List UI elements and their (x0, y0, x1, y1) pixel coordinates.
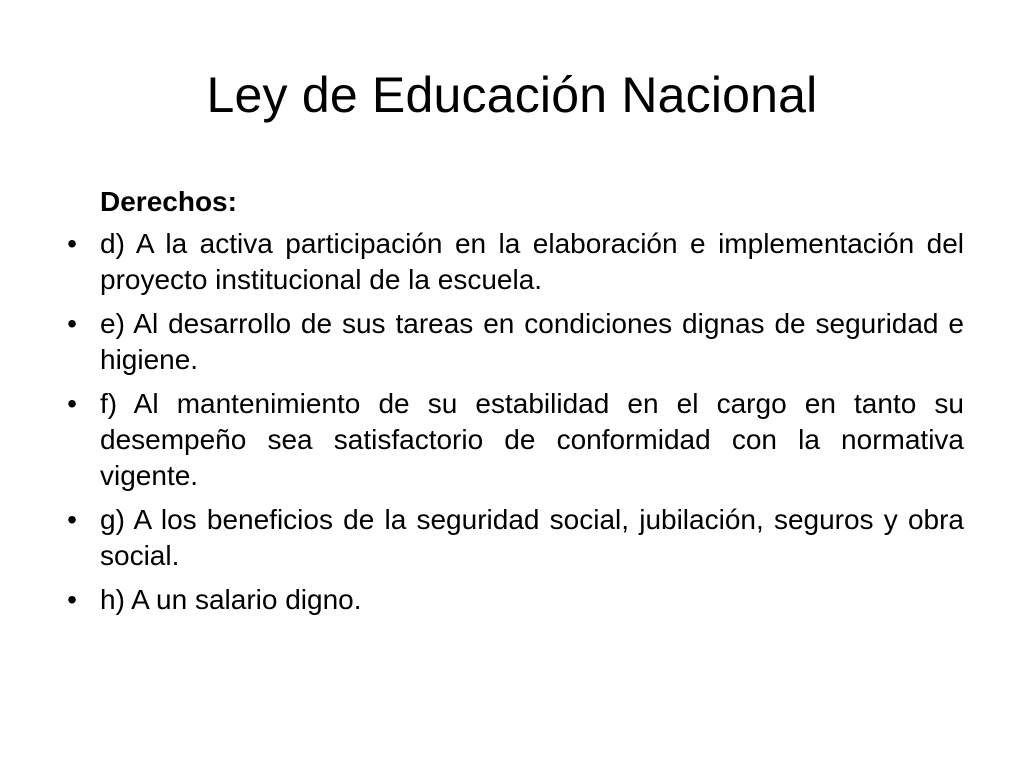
list-item (60, 386, 964, 494)
bullet-icon: • (67, 584, 77, 615)
bullet-icon: • (67, 228, 77, 259)
list-item (60, 502, 964, 574)
list-item-text: g) A los beneficios de la seguridad social, jubilación, seguros y obra social. (100, 504, 964, 571)
slide-content (60, 184, 964, 626)
slide-title: Ley de Educación Nacional (206, 67, 818, 123)
list-item (60, 226, 964, 298)
bullet-icon: • (67, 504, 77, 535)
list-item (60, 306, 964, 378)
section-subheading: Derechos: (100, 186, 237, 217)
list-item-text: h) A un salario digno. (100, 584, 362, 615)
bullet-list (60, 226, 964, 618)
list-item (60, 582, 964, 618)
bullet-icon: • (67, 308, 77, 339)
list-item-text: e) Al desarrollo de sus tareas en condiciones dignas de seguridad e higiene. (100, 308, 964, 375)
list-item-text: f) Al mantenimiento de su estabilidad en el cargo en tanto su desempeño sea satisfactorio de conformidad con la normativa vigente. (100, 388, 964, 491)
list-item-text: d) A la activa participación en la elaboración e implementación del proyecto institucional de la escuela. (100, 228, 964, 295)
bullet-icon: • (67, 388, 77, 419)
